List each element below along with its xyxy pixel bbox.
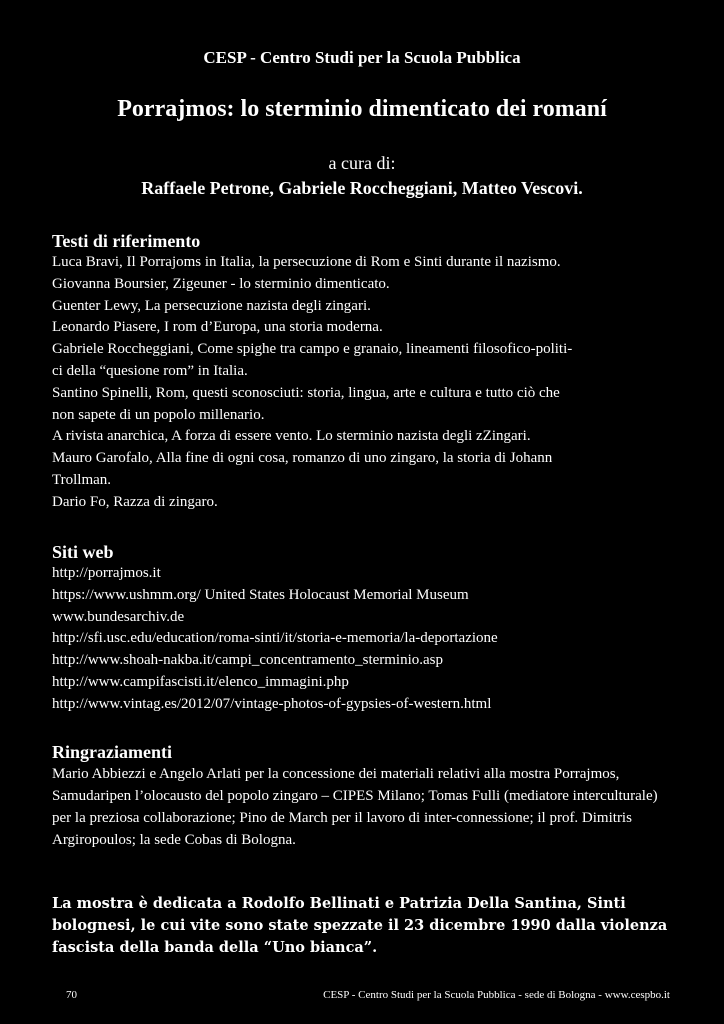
reference-line: Dario Fo, Razza di zingaro. (52, 493, 218, 510)
curated-by-label: a cura di: (328, 153, 396, 173)
reference-line: non sapete di un popolo millenario. (52, 406, 265, 423)
reference-line: Giovanna Boursier, Zigeuner - lo sterminio dimenticato. (52, 275, 390, 292)
reference-line: Santino Spinelli, Rom, questi sconosciuti: storia, lingua, arte e cultura e tutto ciò che (52, 384, 560, 401)
references-heading: Testi di riferimento (52, 231, 201, 251)
reference-line: A rivista anarchica, A forza di essere vento. Lo sterminio nazista degli zZingari. (52, 428, 531, 445)
reference-line: Gabriele Roccheggiani, Come spighe tra campo e granaio, lineamenti filosofico-politi- (52, 341, 573, 358)
acknowledgements-heading: Ringraziamenti (52, 742, 172, 762)
reference-line: Trollman. (52, 471, 112, 488)
reference-line: Leonardo Piasere, I rom d’Europa, una storia moderna. (52, 319, 383, 336)
reference-line: Mauro Garofalo, Alla fine di ogni cosa, romanzo di uno zingaro, la storia di Johann (52, 450, 553, 467)
references-section (52, 230, 676, 514)
reference-line: Luca Bravi, Il Porrajoms in Italia, la persecuzione di Rom e Sinti durante il nazismo. (52, 254, 561, 270)
page-title: Porrajmos: lo sterminio dimenticato dei romaní (117, 96, 607, 122)
website-url: http://www.campifascisti.it/elenco_immagini.php (52, 673, 349, 690)
organization-header: CESP - Centro Studi per la Scuola Pubblica (203, 48, 521, 67)
website-url: http://www.shoah-nakba.it/campi_concentramento_sterminio.asp (52, 652, 444, 669)
reference-line: ci della “quesione rom” in Italia. (52, 362, 248, 379)
websites-heading: Siti web (52, 542, 114, 562)
website-url: https://www.ushmm.org/ United States Holocaust Memorial Museum (52, 586, 469, 603)
page-number: 70 (66, 989, 77, 1001)
footer-text: CESP - Centro Studi per la Scuola Pubblica - sede di Bologna - www.cespbo.it (323, 989, 670, 1001)
reference-line: Guenter Lewy, La persecuzione nazista degli zingari. (52, 297, 371, 314)
websites-section (52, 541, 676, 716)
acknowledgements-section (52, 741, 676, 851)
acknowledgements-text: Mario Abbiezzi e Angelo Arlati per la concessione dei materiali relativi alla mostra Porrajmos, Samudaripen l’olocausto del popolo zingaro – CIPES Milano; Tomas Fulli (mediatore interculturale) per la preziosa collaborazione; Pino de March per il lavoro di inter-connessione; il prof. Dimitris Argiropoulos; la sede Cobas di Bologna. (52, 766, 658, 848)
website-url: http://sfi.usc.edu/education/roma-sinti/it/storia-e-memoria/la-deportazione (52, 630, 498, 647)
website-url: http://www.vintag.es/2012/07/vintage-photos-of-gypsies-of-western.html (52, 695, 492, 712)
website-url: http://porrajmos.it (52, 565, 161, 581)
website-url: www.bundesarchiv.de (52, 608, 185, 625)
curator-names: Raffaele Petrone, Gabriele Roccheggiani, Matteo Vescovi. (141, 178, 583, 198)
dedication-text: La mostra è dedicata a Rodolfo Bellinati e Patrizia Della Santina, Sinti bolognesi, le cui vite sono state spezzate il 23 dicembre 1990 dalla violenza fascista della banda della “Uno bianca”. (52, 895, 668, 956)
